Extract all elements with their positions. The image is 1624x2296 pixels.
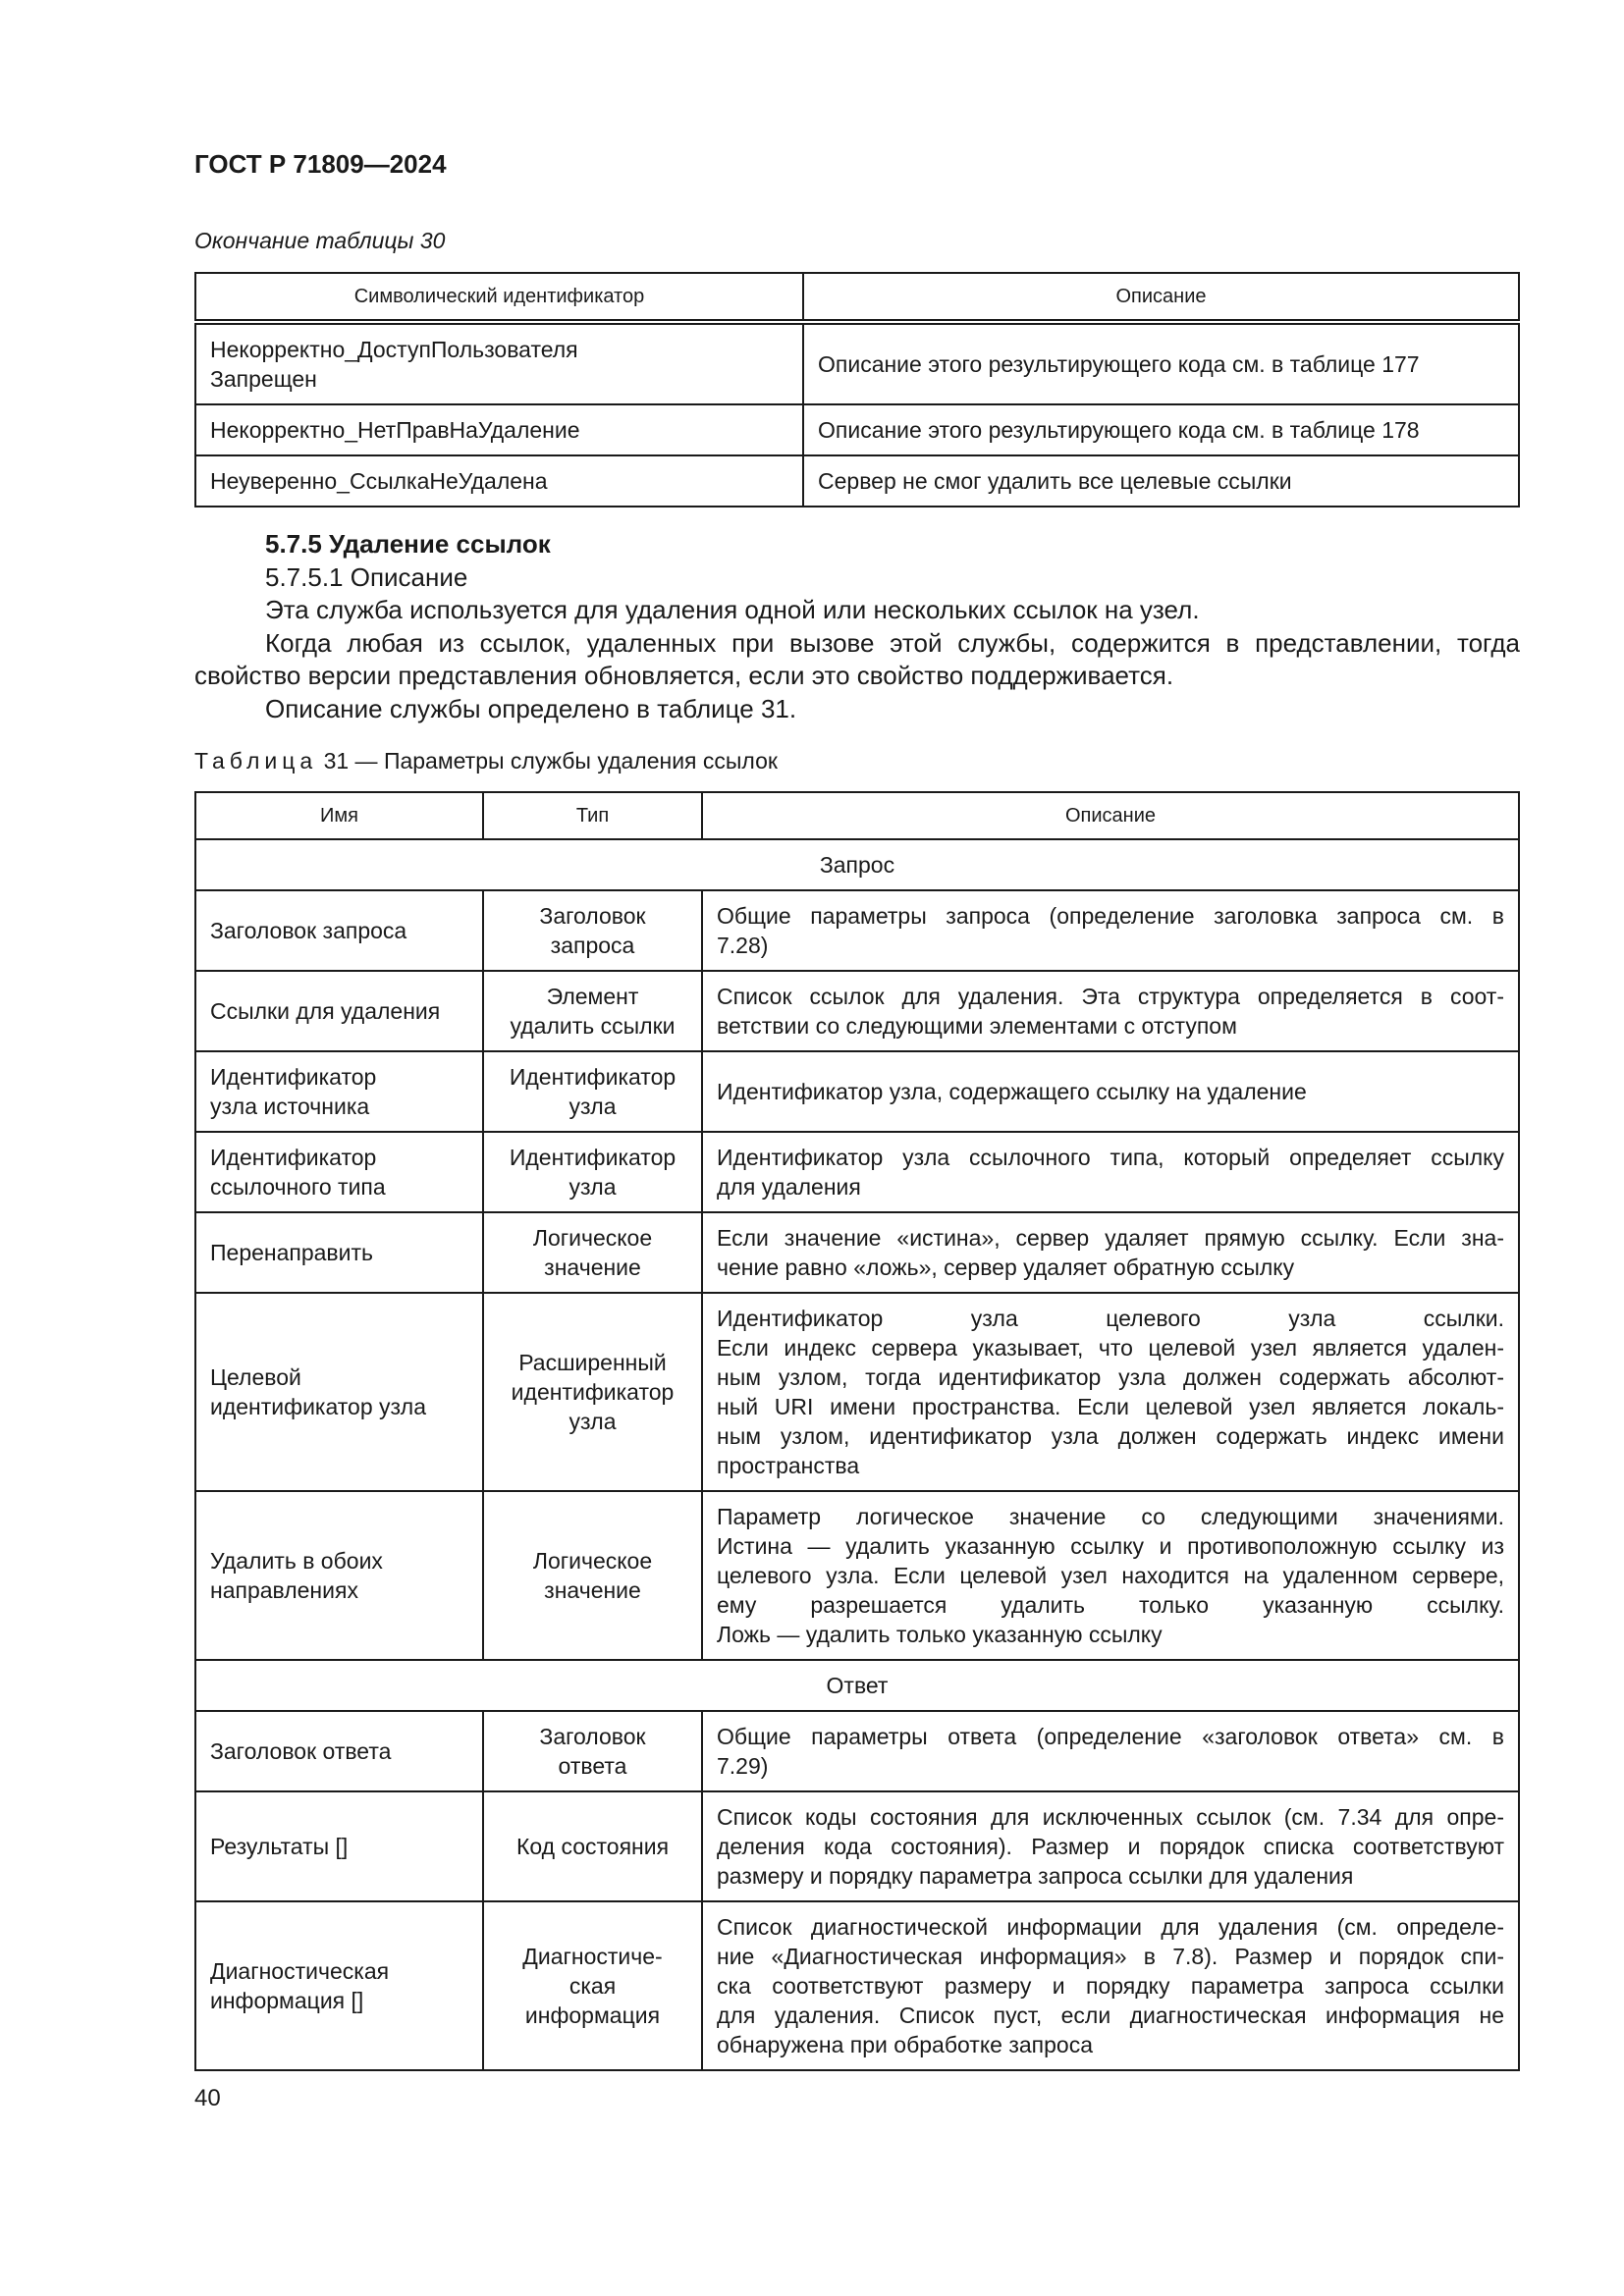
description-cell: Сервер не смог удалить все целевые ссылки: [803, 455, 1519, 507]
table-caption: [194, 748, 778, 774]
type-cell: [483, 1791, 702, 1901]
type-cell: [483, 1051, 702, 1132]
paragraph: Когда любая из ссылок, удаленных при вызове этой службы, содержится в представлении, тогда свойство версии представления обновляется, если это свойство поддерживается.: [194, 627, 1520, 690]
cell-line: Общие параметры запроса (определение заголовка запроса см. в: [717, 903, 1504, 929]
section-row: [195, 839, 1519, 890]
cell-line: Заголовок ответа: [210, 1738, 392, 1764]
cell-line: Ссылки для удаления: [210, 998, 441, 1024]
description-cell: [702, 1901, 1519, 2070]
table-31: [194, 791, 1520, 2071]
cell-line: Идентификатор узла целевого узла ссылки.: [717, 1306, 1504, 1331]
name-cell: [195, 1711, 483, 1791]
type-cell: [483, 890, 702, 971]
table-30: [194, 272, 1520, 507]
name-cell: [195, 1132, 483, 1212]
column-header: Описание: [803, 273, 1519, 322]
cell-line: Идентификатор узла ссылочного типа, который определяет ссылку: [717, 1145, 1504, 1170]
caption-word: Таблица: [194, 748, 318, 774]
description-cell: [702, 1212, 1519, 1293]
table-row: [195, 322, 1519, 404]
cell-line: ный URI имени пространства. Если целевой узел является локаль-: [717, 1394, 1504, 1419]
type-cell: [483, 971, 702, 1051]
cell-line: Заголовок: [539, 1724, 646, 1749]
description-cell: [702, 1293, 1519, 1491]
cell-line: ным узлом, тогда идентификатор узла должен содержать абсолют-: [717, 1364, 1504, 1390]
cell-line: Идентификатор: [210, 1145, 377, 1170]
type-cell: [483, 1132, 702, 1212]
table-row: [195, 1791, 1519, 1901]
cell-line: узла: [568, 1409, 617, 1434]
cell-line: Некорректно_ДоступПользователя: [210, 337, 578, 362]
column-header: Имя: [195, 792, 483, 839]
cell-line: Если индекс сервера указывает, что целевой узел является удален-: [717, 1335, 1504, 1361]
description-cell: [702, 1791, 1519, 1901]
description-cell: [702, 971, 1519, 1051]
cell-line: Список диагностической информации для удаления (см. определе-: [717, 1914, 1504, 1940]
description-cell: [702, 1051, 1519, 1132]
cell-line: Заголовок запроса: [210, 918, 407, 943]
cell-line: Заголовок: [539, 903, 646, 929]
cell-line: направлениях: [210, 1577, 358, 1603]
cell-line: для удаления. Список пуст, если диагностическая информация не: [717, 2002, 1504, 2028]
table-row: [195, 1212, 1519, 1293]
section-heading: 5.7.5 Удаление ссылок: [265, 529, 551, 559]
cell-line: Логическое: [532, 1548, 653, 1574]
cell-line: информация []: [210, 1988, 364, 2013]
cell-line: ссылочного типа: [210, 1174, 386, 1200]
paragraph: Описание службы определено в таблице 31.: [265, 693, 797, 723]
cell-line: ему разрешается удалить только указанную ссылку.: [717, 1592, 1504, 1618]
description-cell: [702, 890, 1519, 971]
subsection-heading: 5.7.5.1 Описание: [265, 561, 468, 592]
table-row: [195, 455, 1519, 507]
type-cell: [483, 1293, 702, 1491]
table-row: [195, 890, 1519, 971]
cell-line: Общие параметры ответа (определение «заголовок ответа» см. в: [717, 1724, 1504, 1749]
table-row: [195, 1293, 1519, 1491]
column-header: Описание: [702, 792, 1519, 839]
cell-line: для удаления: [717, 1174, 861, 1200]
cell-line: информация: [524, 2002, 661, 2028]
name-cell: [195, 1491, 483, 1660]
identifier-cell: [195, 322, 803, 404]
cell-line: Идентификатор узла, содержащего ссылку на удаление: [717, 1079, 1307, 1104]
cell-line: запроса: [550, 933, 635, 958]
name-cell: [195, 1051, 483, 1132]
name-cell: [195, 890, 483, 971]
cell-line: Логическое: [532, 1225, 653, 1251]
cell-line: Расширенный: [518, 1350, 667, 1375]
cell-line: обнаружена при обработке запроса: [717, 2032, 1094, 2057]
cell-line: Список ссылок для удаления. Эта структура определяется в соот-: [717, 984, 1504, 1009]
cell-line: Если значение «истина», сервер удаляет прямую ссылку. Если зна-: [717, 1225, 1504, 1251]
table-row: [195, 1491, 1519, 1660]
cell-line: Неуверенно_СсылкаНеУдалена: [210, 468, 548, 494]
table-row: [195, 971, 1519, 1051]
type-cell: [483, 1491, 702, 1660]
cell-line: 7.28): [717, 933, 769, 958]
description-cell: Описание этого результирующего кода см. в таблице 177: [803, 322, 1519, 404]
table-row: [195, 1901, 1519, 2070]
cell-line: значение: [544, 1577, 641, 1603]
document-title: ГОСТ Р 71809—2024: [194, 149, 447, 179]
table-row: [195, 404, 1519, 455]
identifier-cell: [195, 455, 803, 507]
cell-line: ская: [568, 1973, 617, 1999]
name-cell: [195, 971, 483, 1051]
type-cell: [483, 1212, 702, 1293]
paragraph: Эта служба используется для удаления одной или нескольких ссылок на узел.: [265, 595, 1200, 624]
section-text: [194, 528, 1520, 725]
cell-line: Элемент: [546, 984, 639, 1009]
name-cell: [195, 1901, 483, 2070]
cell-line: ответа: [558, 1753, 627, 1779]
cell-line: Целевой: [210, 1364, 301, 1390]
cell-line: целевого узла. Если целевой узел находится на удаленном сервере,: [717, 1563, 1504, 1588]
cell-line: Диагностиче-: [522, 1944, 663, 1969]
column-header: Символический идентификатор: [195, 273, 803, 322]
cell-line: Удалить в обоих: [210, 1548, 383, 1574]
cell-line: Перенаправить: [210, 1240, 374, 1265]
type-cell: [483, 1711, 702, 1791]
cell-line: Параметр логическое значение со следующими значениями.: [717, 1504, 1504, 1529]
name-cell: [195, 1212, 483, 1293]
cell-line: 7.29): [717, 1753, 769, 1779]
cell-line: чение равно «ложь», сервер удаляет обратную ссылку: [717, 1255, 1295, 1280]
caption-title: 31 — Параметры службы удаления ссылок: [317, 748, 778, 774]
table-row: [195, 1711, 1519, 1791]
description-cell: [702, 1711, 1519, 1791]
cell-line: ветствии со следующими элементами с отступом: [717, 1013, 1237, 1039]
cell-line: Результаты []: [210, 1834, 349, 1859]
page-number: 40: [194, 2085, 221, 2111]
identifier-cell: [195, 404, 803, 455]
section-label: Ответ: [195, 1660, 1519, 1711]
description-cell: Описание этого результирующего кода см. в таблице 178: [803, 404, 1519, 455]
cell-line: Список коды состояния для исключенных ссылок (см. 7.34 для опре-: [717, 1804, 1504, 1830]
cell-line: Идентификатор: [210, 1064, 377, 1090]
cell-line: деления кода состояния). Размер и порядок списка соответствуют: [717, 1834, 1504, 1859]
table-row: [195, 1051, 1519, 1132]
cell-line: Запрещен: [210, 366, 317, 392]
cell-line: узла: [568, 1094, 617, 1119]
cell-line: пространства: [717, 1453, 860, 1478]
cell-line: ние «Диагностическая информация» в 7.8). Размер и порядок спи-: [717, 1944, 1504, 1969]
table-row: [195, 1132, 1519, 1212]
section-row: [195, 1660, 1519, 1711]
cell-line: узла: [568, 1174, 617, 1200]
table-continuation-label: Окончание таблицы 30: [194, 228, 446, 253]
cell-line: идентификатор узла: [210, 1394, 427, 1419]
cell-line: ным узлом, идентификатор узла должен содержать индекс имени: [717, 1423, 1504, 1449]
cell-line: узла источника: [210, 1094, 370, 1119]
cell-line: удалить ссылки: [510, 1013, 676, 1039]
description-cell: [702, 1132, 1519, 1212]
name-cell: [195, 1293, 483, 1491]
column-header: Тип: [483, 792, 702, 839]
cell-line: Истина — удалить указанную ссылку и противоположную ссылку из: [717, 1533, 1504, 1559]
cell-line: ска соответствуют размеру и порядку параметра запроса ссылки: [717, 1973, 1504, 1999]
cell-line: Диагностическая: [210, 1958, 390, 1984]
cell-line: Код состояния: [515, 1834, 670, 1859]
type-cell: [483, 1901, 702, 2070]
description-cell: [702, 1491, 1519, 1660]
cell-line: размеру и порядку параметра запроса ссылки для удаления: [717, 1863, 1354, 1889]
cell-line: Ложь — удалить только указанную ссылку: [717, 1622, 1163, 1647]
cell-line: Идентификатор: [509, 1064, 677, 1090]
section-label: Запрос: [195, 839, 1519, 890]
cell-line: значение: [544, 1255, 641, 1280]
name-cell: [195, 1791, 483, 1901]
cell-line: Некорректно_НетПравНаУдаление: [210, 417, 580, 443]
cell-line: Идентификатор: [509, 1145, 677, 1170]
cell-line: идентификатор: [511, 1379, 675, 1405]
